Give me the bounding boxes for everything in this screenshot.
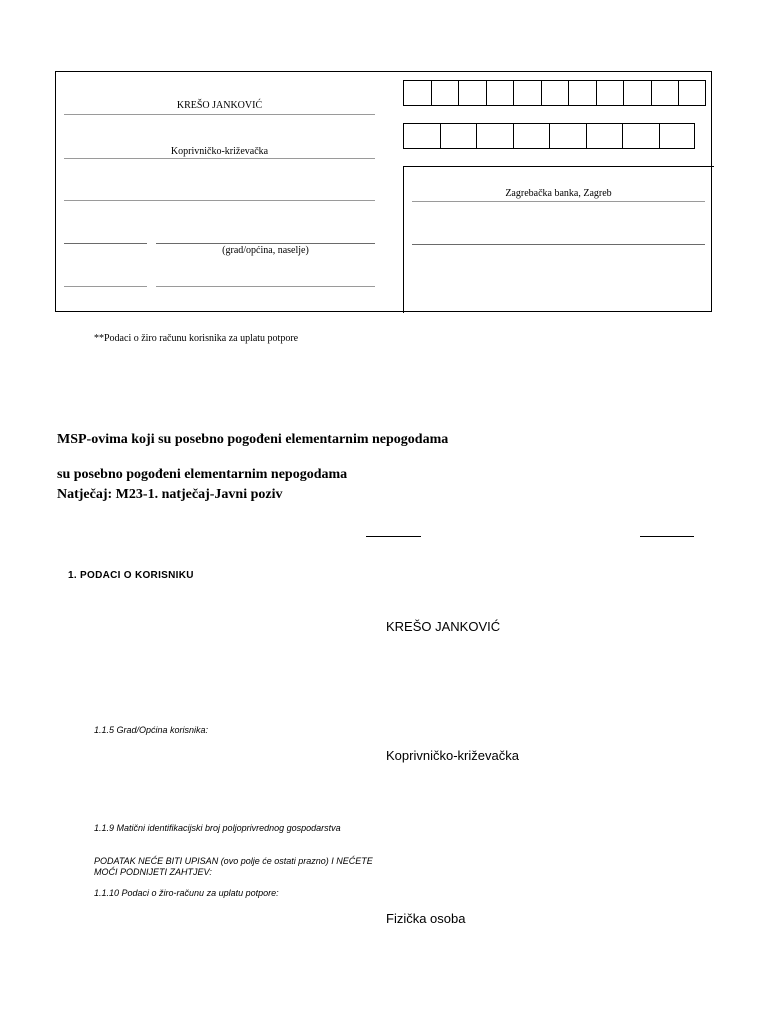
bank-box (403, 166, 714, 313)
value-1-1-10: Fizička osoba (386, 911, 466, 926)
footnote: **Podaci o žiro računu korisnika za uplatu potpore (94, 333, 299, 344)
digit-cell (678, 80, 706, 106)
digit-cell (596, 80, 624, 106)
extra-line-left (64, 286, 147, 287)
digit-cell (568, 80, 596, 106)
warning-text: PODATAK NEĆE BITI UPISAN (ovo polje će ostati prazno) I NEĆETE MOĆI PODNIJETI ZAHTJEV: (94, 856, 373, 877)
digit-cell (549, 123, 586, 149)
bank-line (412, 201, 705, 202)
digit-boxes-row-2 (403, 123, 695, 149)
digit-cell (476, 123, 513, 149)
digit-cell (440, 123, 477, 149)
county-line (64, 158, 375, 159)
address-line (64, 200, 375, 201)
digit-cell (541, 80, 569, 106)
label-1-1-10: 1.1.10 Podaci o žiro-računu za uplatu potpore: (94, 888, 279, 898)
heading-line-1: MSP-ovima koji su posebno pogođeni elementarnim nepogodama (57, 432, 449, 447)
value-1-1-5: Koprivničko-križevačka (386, 748, 519, 763)
address-form-box (55, 71, 712, 312)
form-name: KREŠO JANKOVIĆ (176, 100, 263, 111)
label-1-1-5: 1.1.5 Grad/Općina korisnika: (94, 725, 209, 735)
digit-cell (622, 123, 659, 149)
digit-cell (431, 80, 459, 106)
section-title: 1. PODACI O KORISNIKU (68, 570, 194, 581)
digit-cell (623, 80, 651, 106)
extra-line-right (156, 286, 375, 287)
digit-cell (486, 80, 514, 106)
digit-cell (659, 123, 696, 149)
digit-cell (458, 80, 486, 106)
heading-line-3: Natječaj: M23-1. natječaj-Javni poziv (57, 487, 283, 502)
digit-cell (513, 123, 550, 149)
digit-boxes-row-1 (403, 80, 706, 106)
short-bar-left (366, 536, 421, 537)
short-bar-right (640, 536, 694, 537)
bank-name: Zagrebačka banka, Zagreb (505, 188, 612, 199)
name-line (64, 114, 375, 115)
heading-line-2: su posebno pogođeni elementarnim nepogodama (57, 467, 348, 482)
label-1-1-9: 1.1.9 Matični identifikacijski broj poljoprivrednog gospodarstva (94, 823, 341, 833)
name-value: KREŠO JANKOVIĆ (386, 619, 501, 634)
postal-code-line (64, 243, 147, 244)
bank-line-2 (412, 244, 705, 245)
digit-cell (403, 123, 440, 149)
city-line (156, 243, 375, 244)
digit-cell (403, 80, 431, 106)
city-label: (grad/općina, naselje) (222, 245, 309, 256)
digit-cell (513, 80, 541, 106)
form-county: Koprivničko-križevačka (170, 146, 269, 157)
digit-cell (651, 80, 679, 106)
digit-cell (586, 123, 623, 149)
